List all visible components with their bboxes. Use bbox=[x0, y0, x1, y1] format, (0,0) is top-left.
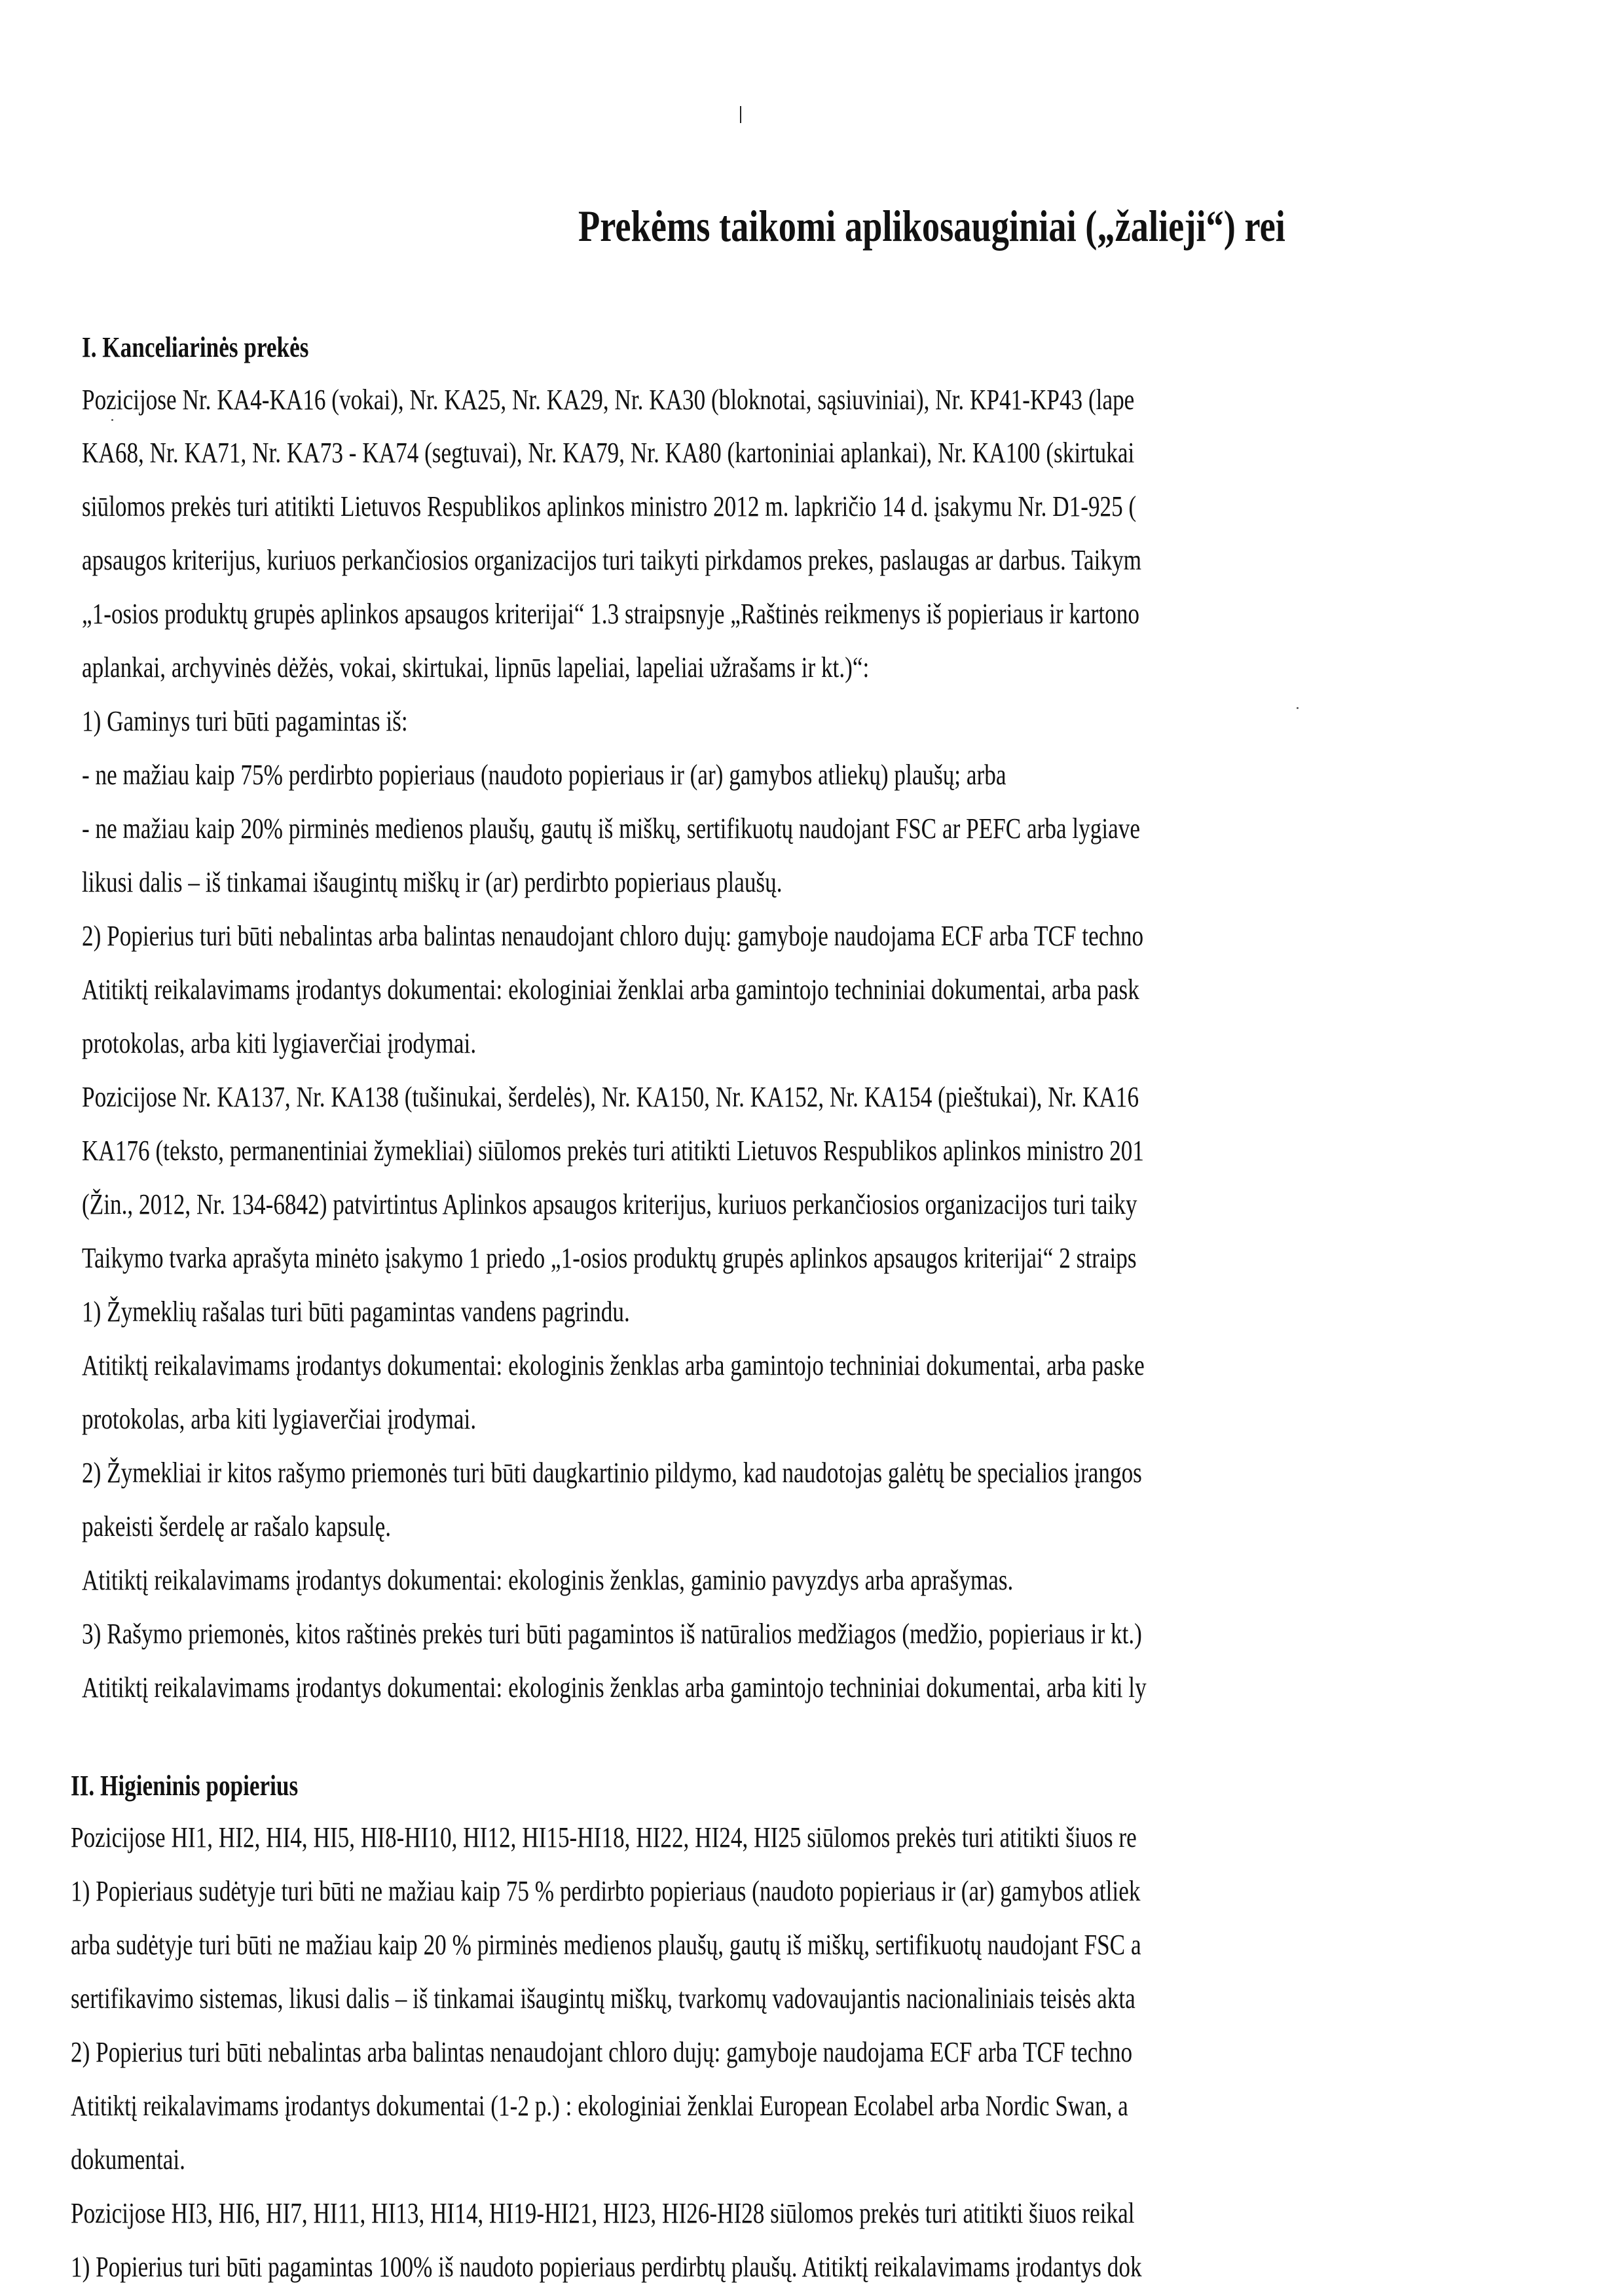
text-line: 1) Popieriaus sudėtyje turi būti ne mažiau kaip 75 % perdirbto popieriaus (naudoto popieriaus ir (ar) gamybos atliek bbox=[71, 1875, 1141, 1907]
document-title: Prekėms taikomi aplikosauginiai („žalieji“) rei bbox=[578, 201, 1285, 251]
text-line: (Žin., 2012, Nr. 134-6842) patvirtintus Aplinkos apsaugos kriterijus, kuriuos perkančiosios organizacijos turi taiky bbox=[82, 1188, 1137, 1220]
text-line: Pozicijose Nr. KA4-KA16 (vokai), Nr. KA25, Nr. KA29, Nr. KA30 (bloknotai, sąsiuviniai), Nr. KP41-KP43 (lape bbox=[82, 384, 1135, 416]
text-line: 1) Žymeklių rašalas turi būti pagamintas vandens pagrindu. bbox=[82, 1296, 630, 1328]
text-line: aplankai, archyvinės dėžės, vokai, skirtukai, lipnūs lapeliai, lapeliai užrašams ir kt.)“: bbox=[82, 651, 870, 683]
page-mark bbox=[740, 106, 741, 123]
text-line: 2) Žymekliai ir kitos rašymo priemonės turi būti daugkartinio pildymo, kad naudotojas galėtų be specialios įrangos bbox=[82, 1457, 1142, 1489]
text-line: 1) Popierius turi būti pagamintas 100% iš naudoto popieriaus perdirbtų plaušų. Atitiktį reikalavimams įrodantys dok bbox=[71, 2251, 1142, 2283]
text-line: „1-osios produktų grupės aplinkos apsaugos kriterijai“ 1.3 straipsnyje „Raštinės reikmenys iš popieriaus ir kartono bbox=[82, 598, 1139, 630]
text-line: protokolas, arba kiti lygiaverčiai įrodymai. bbox=[82, 1403, 477, 1435]
text-line: - ne mažiau kaip 20% pirminės medienos plaušų, gautų iš miškų, sertifikuotų naudojant FSC ar PEFC arba lygiave bbox=[82, 812, 1141, 845]
text-line: KA176 (teksto, permanentiniai žymekliai) siūlomos prekės turi atitikti Lietuvos Respublikos aplinkos ministro 201 bbox=[82, 1135, 1144, 1167]
text-line: protokolas, arba kiti lygiaverčiai įrodymai. bbox=[82, 1027, 477, 1059]
section-heading-hygienic-paper: II. Higieninis popierius bbox=[71, 1770, 299, 1802]
text-line: 1) Gaminys turi būti pagamintas iš: bbox=[82, 705, 408, 737]
text-line: 3) Rašymo priemonės, kitos raštinės prekės turi būti pagamintos iš natūralios medžiagos (medžio, popieriaus ir kt.) bbox=[82, 1618, 1142, 1650]
text-line: Atitiktį reikalavimams įrodantys dokumentai: ekologinis ženklas arba gamintojo techniniai dokumentai, arba kiti ly bbox=[82, 1671, 1147, 1704]
text-line: Atitiktį reikalavimams įrodantys dokumentai: ekologinis ženklas, gaminio pavyzdys arba aprašymas. bbox=[82, 1564, 1014, 1596]
text-line: 2) Popierius turi būti nebalintas arba balintas nenaudojant chloro dujų: gamyboje naudojama ECF arba TCF techno bbox=[82, 920, 1144, 952]
text-line: Atitiktį reikalavimams įrodantys dokumentai: ekologiniai ženklai arba gamintojo techniniai dokumentai, arba pask bbox=[82, 974, 1139, 1006]
text-line: dokumentai. bbox=[71, 2143, 185, 2176]
text-line: apsaugos kriterijus, kuriuos perkančiosios organizacijos turi taikyti pirkdamos prekes, paslaugas ar darbus. Taikym bbox=[82, 544, 1142, 576]
text-line: - ne mažiau kaip 75% perdirbto popieriaus (naudoto popieriaus ir (ar) gamybos atliekų) plaušų; arba bbox=[82, 759, 1006, 791]
text-line: KA68, Nr. KA71, Nr. KA73 - KA74 (segtuvai), Nr. KA79, Nr. KA80 (kartoniniai aplankai), Nr. KA100 (skirtukai bbox=[82, 437, 1135, 469]
text-line: Taikymo tvarka aprašyta minėto įsakymo 1 priedo „1-osios produktų grupės aplinkos apsaugos kriterijai“ 2 straips bbox=[82, 1242, 1137, 1274]
text-line: pakeisti šerdelę ar rašalo kapsulę. bbox=[82, 1510, 392, 1542]
scan-artifact bbox=[1297, 707, 1299, 709]
text-line: Atitiktį reikalavimams įrodantys dokumentai (1-2 p.) : ekologiniai ženklai European Ecolabel arba Nordic Swan, a bbox=[71, 2090, 1128, 2122]
text-line: likusi dalis – iš tinkamai išaugintų miškų ir (ar) perdirbto popieriaus plaušų. bbox=[82, 866, 783, 898]
scan-artifact bbox=[111, 419, 113, 421]
text-line: arba sudėtyje turi būti ne mažiau kaip 20 % pirminės medienos plaušų, gautų iš miškų, sertifikuotų naudojant FSC a bbox=[71, 1929, 1141, 1961]
text-line: Pozicijose Nr. KA137, Nr. KA138 (tušinukai, šerdelės), Nr. KA150, Nr. KA152, Nr. KA154 (pieštukai), Nr. KA16 bbox=[82, 1081, 1139, 1113]
text-line: Atitiktį reikalavimams įrodantys dokumentai: ekologinis ženklas arba gamintojo techniniai dokumentai, arba paske bbox=[82, 1349, 1145, 1381]
section-heading-stationery: I. Kanceliarinės prekės bbox=[82, 331, 309, 363]
text-line: Pozicijose HI1, HI2, HI4, HI5, HI8-HI10, HI12, HI15-HI18, HI22, HI24, HI25 siūlomos prekės turi atitikti šiuos re bbox=[71, 1821, 1137, 1853]
text-line: 2) Popierius turi būti nebalintas arba balintas nenaudojant chloro dujų: gamyboje naudojama ECF arba TCF techno bbox=[71, 2036, 1133, 2068]
text-line: sertifikavimo sistemas, likusi dalis – iš tinkamai išaugintų miškų, tvarkomų vadovaujantis nacionaliniais teisės akta bbox=[71, 1982, 1135, 2014]
text-line: Pozicijose HI3, HI6, HI7, HI11, HI13, HI14, HI19-HI21, HI23, HI26-HI28 siūlomos prekės turi atitikti šiuos reikal bbox=[71, 2197, 1135, 2229]
text-line: siūlomos prekės turi atitikti Lietuvos Respublikos aplinkos ministro 2012 m. lapkričio 14 d. įsakymu Nr. D1-925 ( bbox=[82, 490, 1137, 522]
